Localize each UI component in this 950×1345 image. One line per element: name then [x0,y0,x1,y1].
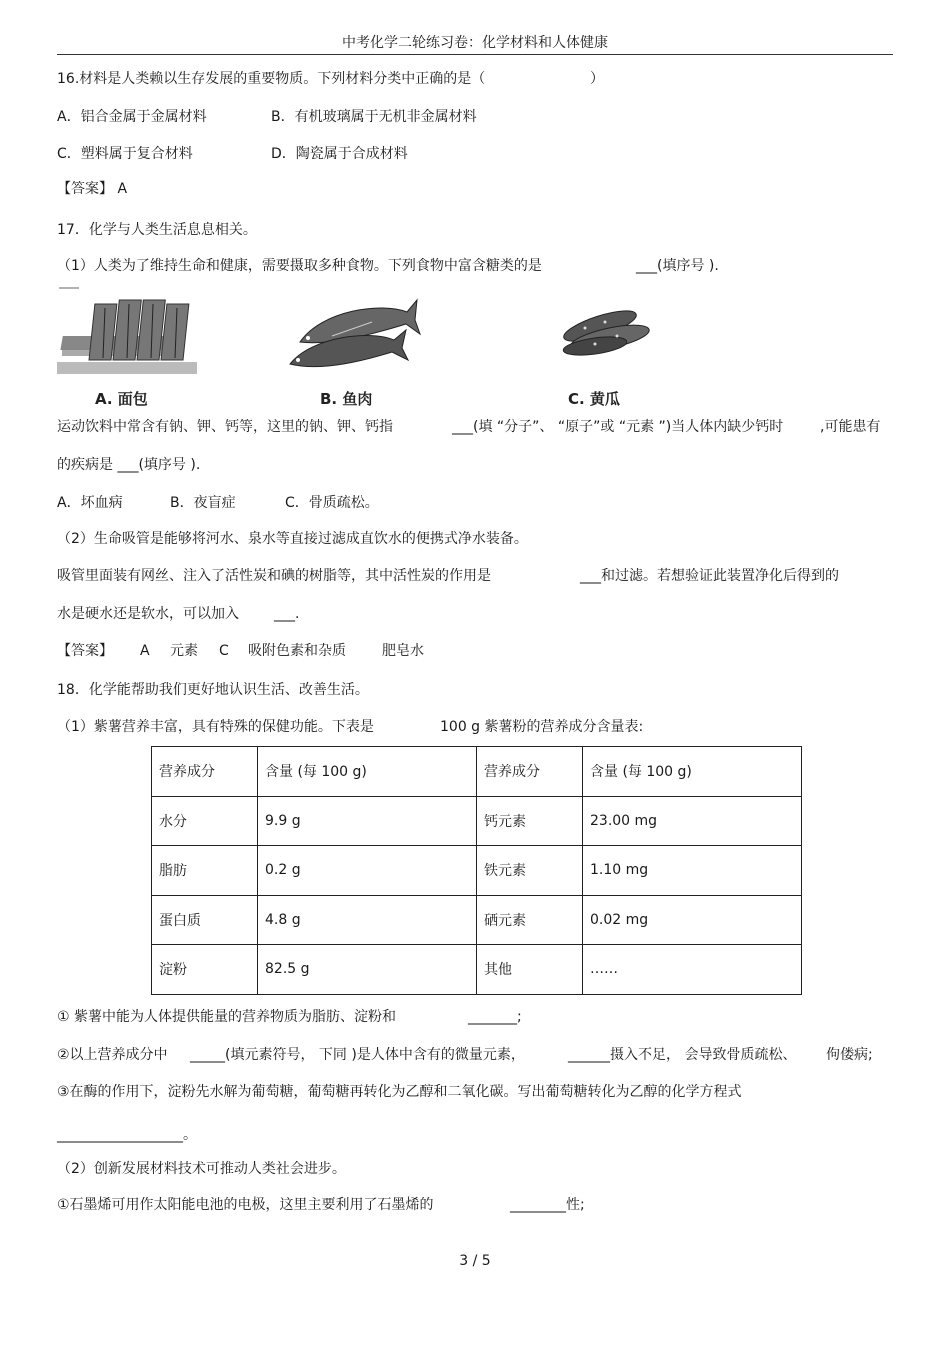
q17-part2-line2: 水是硬水还是软水，可以加入 [57,606,239,622]
table-cell: 脂肪 [152,846,258,896]
q17-stem: 17．化学与人类生活息息相关。 [57,222,257,238]
table-cell: 其他 [477,945,583,995]
table-cell: 淀粉 [152,945,258,995]
table-cell: 钙元素 [477,796,583,846]
q17-part1-text: （1）人类为了维持生命和健康，需要摄取多种食物。下列食物中富含糖类的是 [57,258,542,274]
table-cell: 蛋白质 [152,895,258,945]
q17-option-a: A．坏血病 [57,495,123,511]
table-row [152,945,802,995]
q18-sub2-blank2: ______摄入不足， 会导致骨质疏松、 [568,1047,797,1063]
q18-sub3-text: ③在酶的作用下，淀粉先水解为葡萄糖，葡萄糖再转化为乙醇和二氧化碳。写出葡萄糖转化为乙醇的化学方程式 [57,1084,742,1100]
table-cell: …… [583,945,802,995]
q16-option-b: B．有机玻璃属于无机非金属材料 [271,109,477,125]
q18-part1-table-intro: 100 g 紫薯粉的营养成分含量表: [440,719,644,735]
figure-a-caption: A. 面包 [95,390,148,408]
table-header-cell: 含量 (每 100 g) [258,747,477,797]
table-cell: 82.5 g [258,945,477,995]
q18-stem: 18．化学能帮助我们更好地认识生活、改善生活。 [57,682,369,698]
q17-part2-line1-blank: ___和过滤。若想验证此装置净化后得到的 [580,568,839,584]
q18-part2-text: （2）创新发展材料技术可推动人类社会进步。 [57,1161,346,1177]
page-number: 3 / 5 [459,1253,491,1269]
q16-stem: 16.材料是人类赖以生存发展的重要物质。下列材料分类中正确的是（ [57,71,486,87]
table-cell: 1.10 mg [583,846,802,896]
page-header-title: 中考化学二轮练习卷：化学材料和人体健康 [342,35,608,51]
cucumber-image [555,296,655,366]
q18-sub1-blank: _______; [468,1009,522,1025]
table-row [152,895,802,945]
q17-answer-5: 肥皂水 [382,643,424,659]
table-row [152,796,802,846]
table-cell: 硒元素 [477,895,583,945]
table-header-cell: 营养成分 [152,747,258,797]
fish-image [282,290,422,378]
q17-answer-2: 元素 [170,643,198,659]
q16-option-a: A．铝合金属于金属材料 [57,109,207,125]
q17-line2-text: 运动饮料中常含有钠、钾、钙等，这里的钠、钾、钙指 [57,419,393,435]
q17-answer-1: A [140,643,150,659]
table-cell: 0.02 mg [583,895,802,945]
q16-option-c: C．塑料属于复合材料 [57,146,193,162]
table-cell: 9.9 g [258,796,477,846]
table-cell: 0.2 g [258,846,477,896]
q17-line3: 的疾病是 ___(填序号 ). [57,457,201,473]
q18-sub2-blank1: _____(填元素符号， 下同 )是人体中含有的微量元素， [190,1047,525,1063]
q18-sub4-text: ①石墨烯可用作太阳能电池的电极，这里主要利用了石墨烯的 [57,1197,434,1213]
q18-part1-text: （1）紫薯营养丰富，具有特殊的保健功能。下表是 [57,719,374,735]
q18-sub2-tail: 佝偻病; [826,1047,873,1063]
nutrition-table [151,746,802,995]
q16-answer: 【答案】 A [57,181,128,197]
q18-sub2-text: ②以上营养成分中 [57,1047,168,1063]
header-divider [57,54,893,55]
q17-option-c: C．骨质疏松。 [285,495,379,511]
bread-image [57,284,202,379]
q17-line2-tail: ,可能患有 [820,419,881,435]
q17-option-b: B．夜盲症 [170,495,236,511]
table-header-row [152,747,802,797]
q18-sub4-blank: ________性; [510,1197,585,1213]
figure-b-caption: B. 鱼肉 [320,390,373,408]
q17-answer-label: 【答案】 [57,643,113,659]
q17-part1-blank: ___(填序号 ). [636,258,719,274]
table-cell: 23.00 mg [583,796,802,846]
q17-answer-3: C [219,643,229,659]
q17-part2-line2-blank: ___. [274,606,300,622]
q18-sub3-blank: __________________。 [57,1127,197,1143]
q17-part2-line1: 吸管里面装有网丝、注入了活性炭和碘的树脂等，其中活性炭的作用是 [57,568,491,584]
q16-paren-close: ） [590,71,604,87]
q17-line2-blank: ___(填 “分子”、 “原子”或 “元素 ”)当人体内缺少钙时 [452,419,784,435]
q17-part2-text: （2）生命吸管是能够将河水、泉水等直接过滤成直饮水的便携式净水装备。 [57,531,528,547]
table-header-cell: 营养成分 [477,747,583,797]
table-cell: 铁元素 [477,846,583,896]
figure-c-caption: C. 黄瓜 [568,390,620,408]
table-cell: 水分 [152,796,258,846]
q16-option-d: D．陶瓷属于合成材料 [271,146,408,162]
table-row [152,846,802,896]
q17-answer-4: 吸附色素和杂质 [248,643,346,659]
table-header-cell: 含量 (每 100 g) [583,747,802,797]
q18-sub1-text: ① 紫薯中能为人体提供能量的营养物质为脂肪、淀粉和 [57,1009,396,1025]
table-cell: 4.8 g [258,895,477,945]
